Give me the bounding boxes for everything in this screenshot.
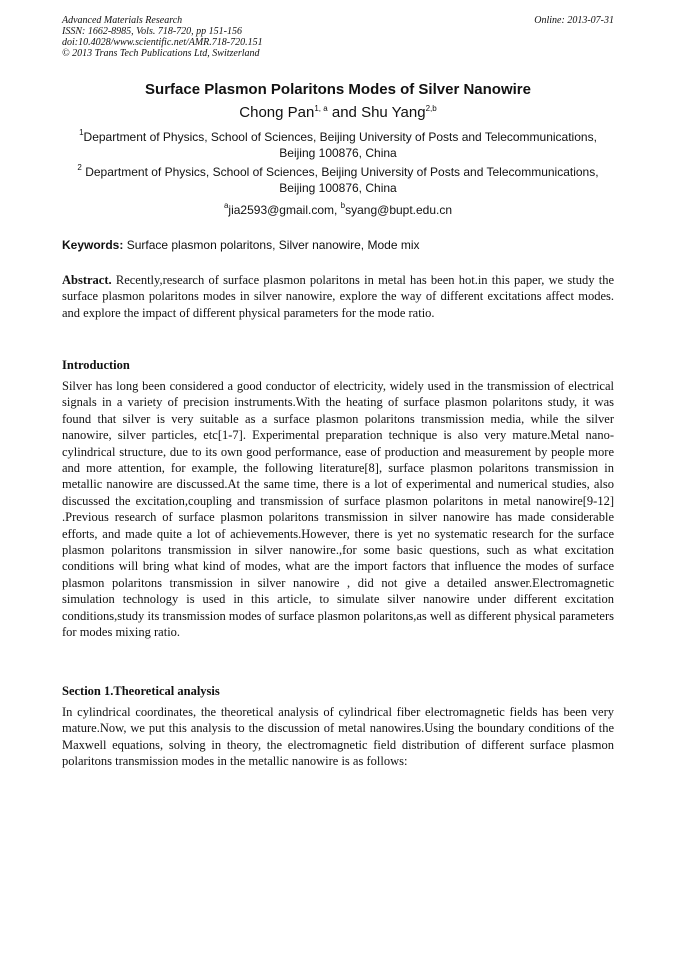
affiliation-1-text: Department of Physics, School of Sciences, Beijing University of Posts and Telecommunications, Beijing 100876, China (83, 130, 597, 160)
affiliation-2-mark: 2 (77, 163, 82, 172)
author-2-affiliation-mark: 2,b (425, 104, 437, 113)
abstract-text: Recently,research of surface plasmon polaritons in metal has been hot.in this paper, we study the surface plasmon polaritons modes in silver nanowire, explore the way of different excitations affect modes. and explore the impact of different physical parameters for the mode ratio. (62, 273, 618, 320)
keywords-text: Surface plasmon polaritons, Silver nanowire, Mode mix (123, 238, 420, 252)
author-2: Shu Yang (361, 104, 426, 121)
author-conjunction: and (327, 104, 362, 121)
email-2[interactable]: syang@bupt.edu.cn (345, 203, 453, 217)
author-line (62, 103, 614, 123)
introduction-text: Silver has long been considered a good conductor of electricity, widely used in the transmission of electrical signals in a variety of precision instruments.With the heating of surface plasmon polaritons study, it was found that silver is very suitable as a surface plasmon polaritons transmission media, while the silver nanowire, silver particles, etc[1-7]. Experimental preparation technique is also very mature.Metal nano-cylindrical structure, due to its own good performance, ease of production and measurement by people more and more attention, for example, the following literature[8], surface plasmon polaritons transmission in metallic nanowire are discussed.At the same time, there is a lot of experimental and numerical studies, also discussed the excitation,coupling and transmission of surface plasmon polaritons in metal nanowire[9-12] .Previous research of surface plasmon polaritons transmission in silver nanowire has made considerable efforts, and made quite a lot of achievements.However, there is yet no systematic research for the surface plasmon polaritons transmission in silver nanowire.,for some basic questions, such as what excitation conditions will bring what kind of modes, what are the import factors that influence the modes of surface plasmon polaritons transmission in silver nanowire , did not give a detailed answer.Electromagnetic simulation technology is used in this article, to simulate silver nanowire under different excitation conditions,study its transmission modes of surface plasmon polaritons,as well as different physical parameters for modes mixing ratio. (62, 379, 614, 640)
affiliation-1 (62, 129, 614, 161)
online-date: Online: 2013-07-31 (534, 15, 614, 26)
keywords (62, 237, 614, 253)
journal-header (62, 15, 614, 59)
abstract-label: Abstract. (62, 273, 112, 287)
affiliation-2 (62, 164, 614, 196)
journal-name: Advanced Materials Research (62, 15, 183, 26)
section-1-text: In cylindrical coordinates, the theoretical analysis of cylindrical fiber electromagnetic fields has been very mature.Now, we put this analysis to the discussion of metal nanowires.Using the boundary conditions of the Maxwell equations, solving in theory, the electromagnetic field distribution of different surface plasmon polaritons transmission modes in the metallic nanowire is as follows: (62, 705, 614, 769)
issn-line: ISSN: 1662-8985, Vols. 718-720, pp 151-156 (62, 26, 242, 37)
email-1-mark: a (223, 201, 229, 210)
affiliation-1-mark: 1 (79, 128, 84, 137)
affiliation-2-text: Department of Physics, School of Sciences, Beijing University of Posts and Telecommunications, Beijing 100876, China (81, 165, 602, 195)
section-1-heading: Section 1.Theoretical analysis (62, 684, 220, 698)
doi-line: doi:10.4028/www.scientific.net/AMR.718-720.151 (62, 37, 263, 48)
copyright-line: © 2013 Trans Tech Publications Ltd, Switzerland (62, 48, 260, 59)
introduction-heading: Introduction (62, 358, 130, 372)
author-1-affiliation-mark: 1, a (314, 104, 328, 113)
abstract (62, 272, 618, 321)
author-1: Chong Pan (239, 104, 315, 121)
email-1[interactable]: jia2593@gmail.com, (228, 203, 341, 217)
paper-title: Surface Plasmon Polaritons Modes of Silver Nanowire (145, 81, 531, 98)
email-2-mark: b (340, 201, 346, 210)
email-line (62, 202, 614, 218)
keywords-label: Keywords: (62, 238, 124, 252)
